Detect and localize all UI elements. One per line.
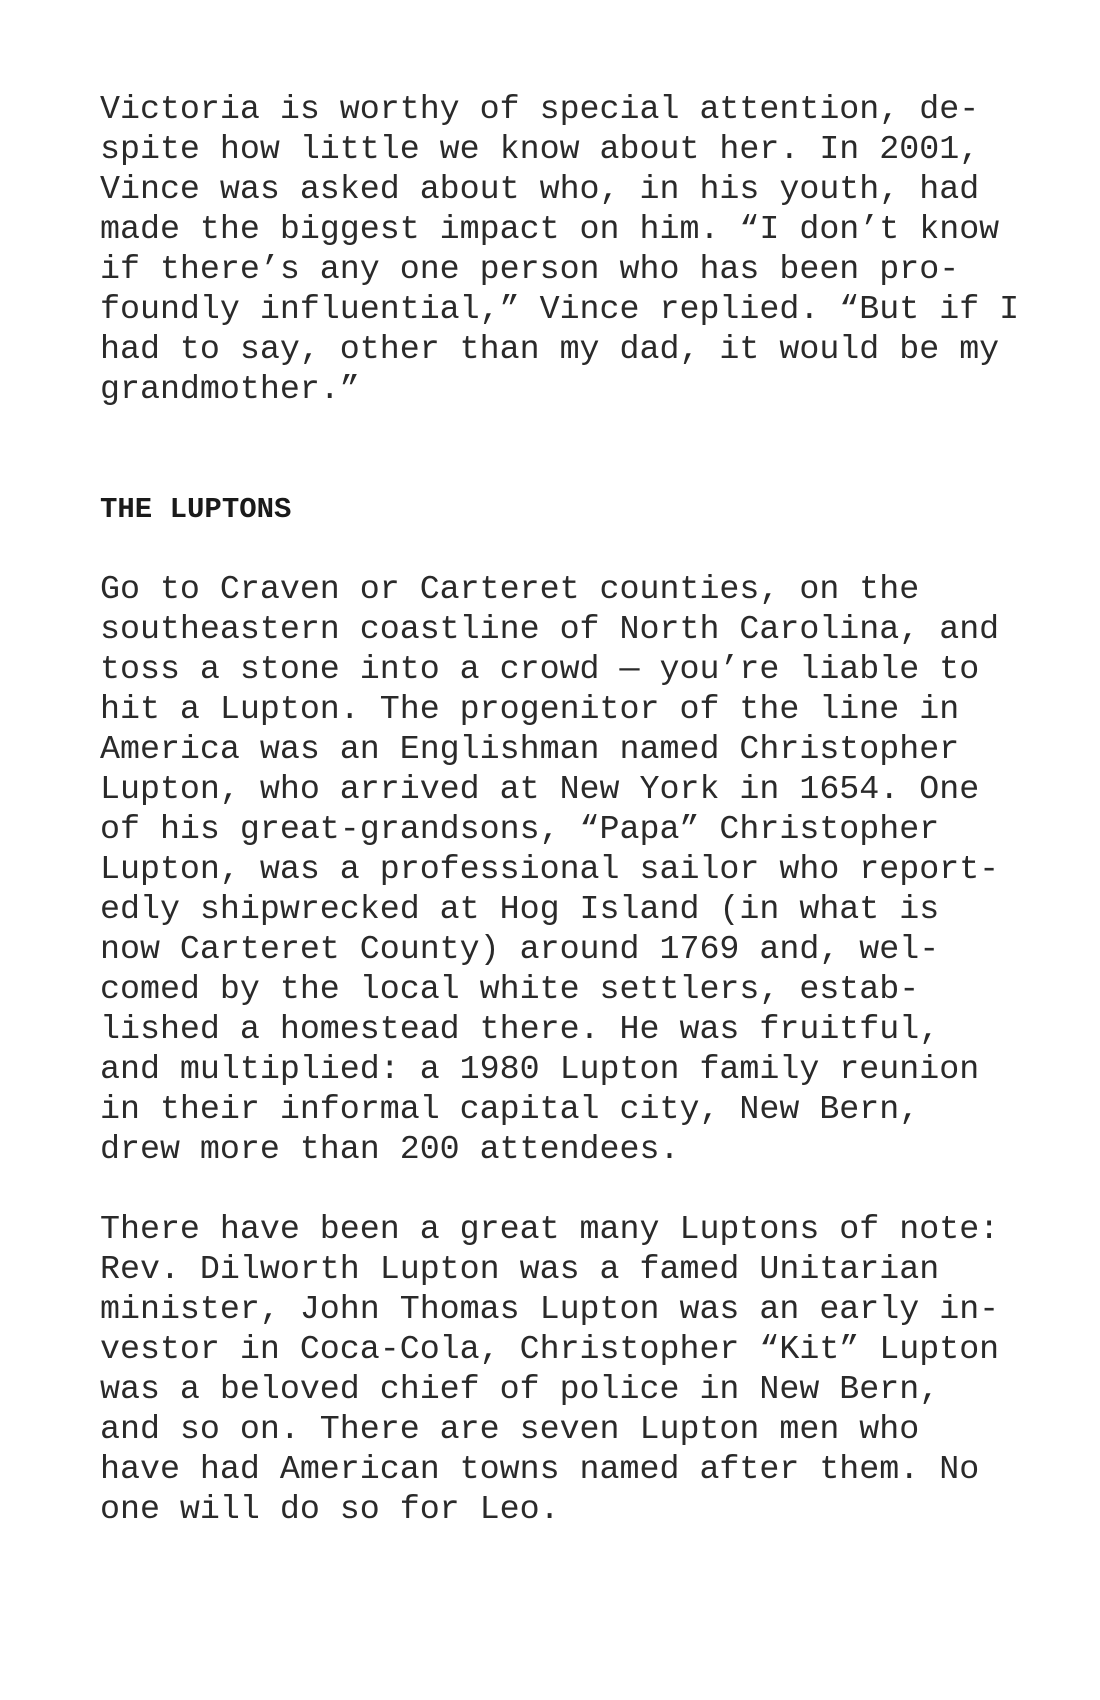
text-line: Vince was asked about who, in his youth, had: [100, 170, 980, 208]
text-line: have had American towns named after them. No: [100, 1450, 980, 1488]
text-line: Lupton, was a professional sailor who report-: [100, 850, 1000, 888]
text-line: minister, John Thomas Lupton was an early in-: [100, 1290, 1000, 1328]
text-line: of his great-grandsons, “Papa” Christopher: [100, 810, 940, 848]
text-line: Go to Craven or Carteret counties, on the: [100, 570, 920, 608]
text-line: had to say, other than my dad, it would be my: [100, 330, 1000, 368]
text-line: if there’s any one person who has been pro-: [100, 250, 960, 288]
text-line: comed by the local white settlers, estab-: [100, 970, 920, 1008]
paragraph-luptons-origin: [100, 569, 999, 1169]
text-line: hit a Lupton. The progenitor of the line in: [100, 690, 960, 728]
text-line: and multiplied: a 1980 Lupton family reunion: [100, 1050, 980, 1088]
text-line: Rev. Dilworth Lupton was a famed Unitarian: [100, 1250, 940, 1288]
text-line: America was an Englishman named Christopher: [100, 730, 960, 768]
text-line: was a beloved chief of police in New Bern,: [100, 1370, 940, 1408]
text-line: toss a stone into a crowd — you’re liable to: [100, 650, 980, 688]
text-line: edly shipwrecked at Hog Island (in what is: [100, 890, 940, 928]
text-line: vestor in Coca-Cola, Christopher “Kit” Lupton: [100, 1330, 1000, 1368]
text-line: grandmother.”: [100, 370, 360, 408]
section-heading: THE LUPTONS: [100, 493, 292, 526]
text-line: southeastern coastline of North Carolina, and: [100, 610, 1000, 648]
text-line: made the biggest impact on him. “I don’t know: [100, 210, 1000, 248]
text-line: in their informal capital city, New Bern,: [100, 1090, 920, 1128]
text-line: Lupton, who arrived at New York in 1654. One: [100, 770, 980, 808]
text-line: spite how little we know about her. In 2001,: [100, 130, 980, 168]
text-line: now Carteret County) around 1769 and, wel-: [100, 930, 940, 968]
text-line: one will do so for Leo.: [100, 1490, 560, 1528]
paragraph-luptons-of-note: [100, 1209, 999, 1529]
text-line: drew more than 200 attendees.: [100, 1130, 680, 1168]
text-line: foundly influential,” Vince replied. “But if I: [100, 290, 1020, 328]
text-line: and so on. There are seven Lupton men who: [100, 1410, 920, 1448]
text-line: lished a homestead there. He was fruitful,: [100, 1010, 940, 1048]
text-line: There have been a great many Luptons of note:: [100, 1210, 1000, 1248]
text-line: Victoria is worthy of special attention, de-: [100, 90, 980, 128]
paragraph-victoria: [100, 89, 1020, 409]
